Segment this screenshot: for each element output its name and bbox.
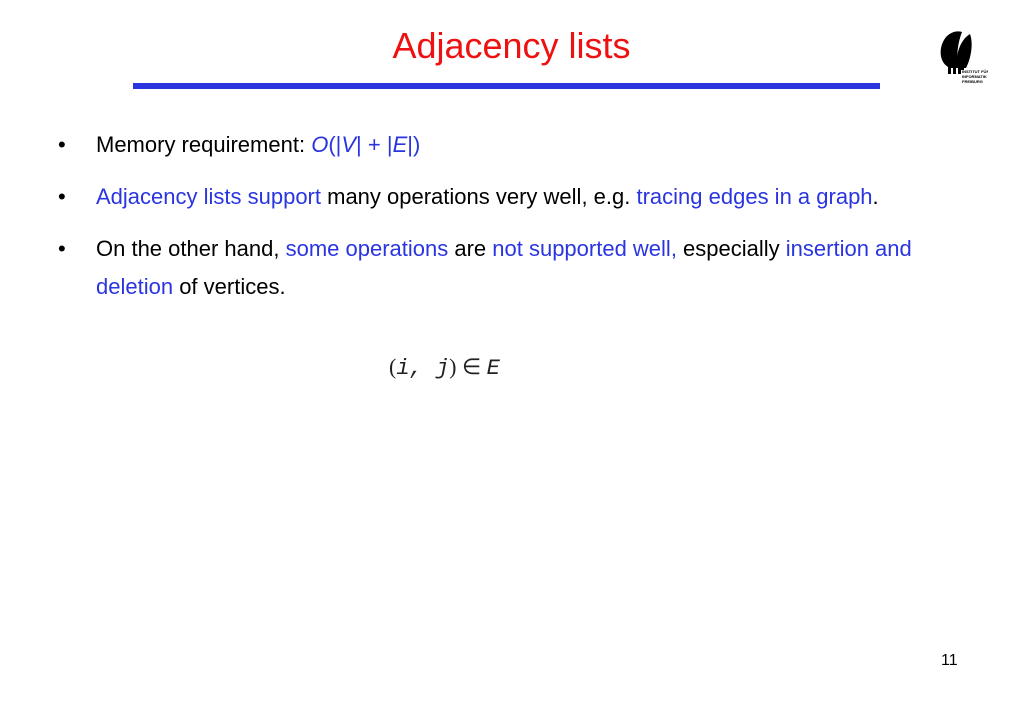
formula-e: E: [392, 132, 408, 157]
highlight-tracing-edges: tracing edges in a graph: [636, 184, 873, 209]
formula-v: V: [341, 132, 357, 157]
highlight-adjacency-support: Adjacency lists support: [96, 184, 321, 209]
bullet-text: .: [872, 184, 879, 209]
logo-line1: INSTITUT FÜR: [962, 69, 988, 74]
logo-line2: INFORMATIK: [962, 74, 987, 79]
formula-plus: | + |: [356, 132, 393, 157]
math-set-e: E: [486, 356, 500, 381]
bullet-text: Memory requirement:: [96, 132, 312, 157]
logo-line3: FREIBURG: [962, 79, 983, 84]
formula-open: (|: [328, 132, 342, 157]
formula-close: |): [407, 132, 421, 157]
highlight-some-operations: some operations: [285, 236, 449, 261]
bullet-text: especially: [676, 236, 786, 261]
math-open: (: [389, 354, 397, 379]
big-o: O: [311, 132, 329, 157]
bullet-dot: •: [58, 184, 66, 209]
math-element-of: ∈: [456, 354, 487, 379]
math-close: ): [449, 354, 457, 379]
bullet-memory-requirement: [58, 126, 968, 164]
slide-title: Adjacency lists: [392, 25, 631, 66]
bullet-list: [58, 126, 968, 320]
bullet-operations-support: [58, 178, 968, 216]
iif-logo-icon: [936, 28, 988, 84]
bullet-text: On the other hand,: [96, 236, 286, 261]
math-i: i: [396, 356, 410, 381]
title-underline: [133, 83, 880, 89]
bullet-unsupported-operations: [58, 230, 968, 306]
highlight-not-supported: not supported well,: [492, 236, 677, 261]
highlight-insertion-deletion: insertion and deletion: [96, 236, 912, 299]
edge-membership-formula: [389, 352, 500, 384]
bullet-text: many operations very well, e.g.: [321, 184, 637, 209]
bullet-text: are: [448, 236, 493, 261]
page-number: 11: [941, 652, 958, 669]
math-comma: ,: [409, 356, 436, 381]
bullet-dot: •: [58, 236, 66, 261]
iif-logo: [936, 28, 988, 84]
math-j: j: [435, 356, 450, 381]
bullet-dot: •: [58, 132, 66, 157]
bullet-text: of vertices.: [173, 274, 286, 299]
